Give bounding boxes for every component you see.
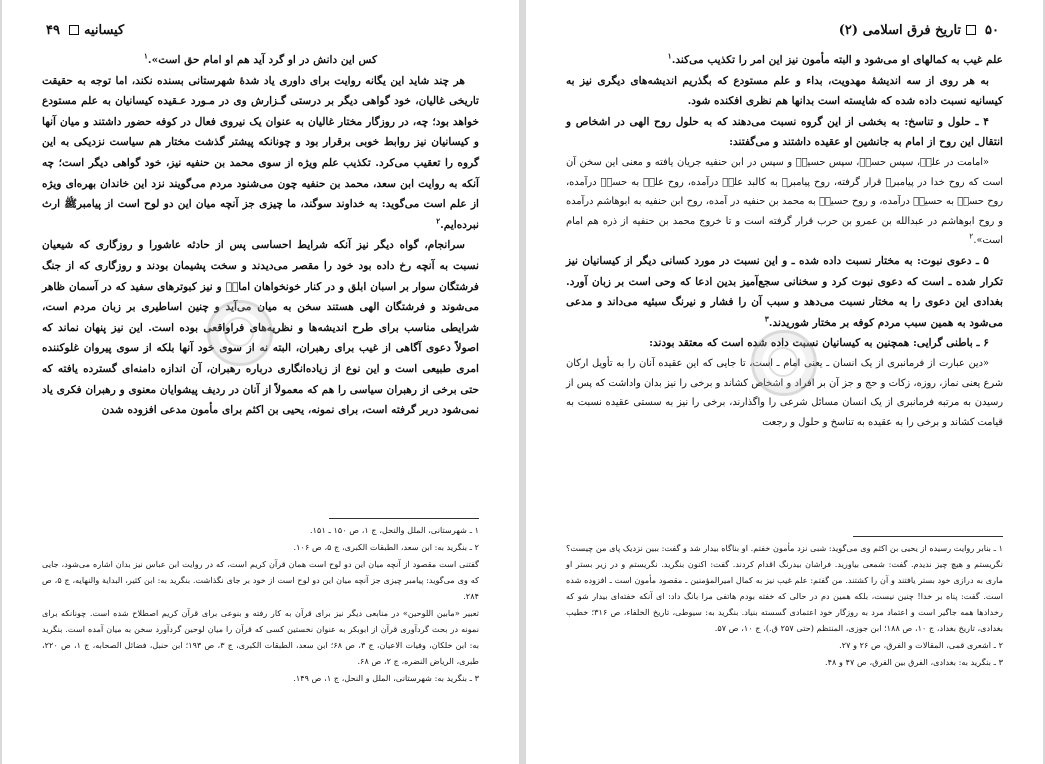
footnote-divider	[329, 518, 479, 519]
section-heading-paragraph: ۴ ـ حلول و تناسخ: به بخشی از این گروه نسبت می‌دهند که به حلول روح الهی در اشخاص و انتقال این روح از امام به جانشین او عقیده داشتند و می‌گفتند:	[566, 115, 1003, 149]
header-square-icon	[69, 25, 79, 35]
paragraph: علم غیب به کمالهای او می‌شود و البته مأمون نیز این امر را تکذیب می‌کند.$^۱$	[667, 51, 1003, 66]
quotation: «دین عبارت از فرمانبری از یک انسان ـ یعنی امام ـ است، تا جایی که این عقیده آنان را به تأویل ارکان شرع یعنی نماز، روزه، زکات و حج و جز آن بر افراد و اشخاص کشاند و برخی را نیز بدان واداشت که پس از رسیدن به مرتبه فرمانبری از یک انسان مسائل شرعی را واگذارند، برخی را نیز به سستی عقیده نسبت به قیامت کشاند و برخی را به عقیده به تناسخ و حلول و رجعت	[566, 357, 1003, 428]
footnote: ۲ ـ اشعری قمی، المقالات و الفرق، ص ۲۶ و ۲۷.	[839, 640, 1003, 650]
footnote-ref: ۲	[436, 216, 441, 226]
section-heading-paragraph: ۵ ـ دعوی نبوت: به مختار نسبت داده شده ـ و این نسبت در مورد کسانی دیگر از کیسانیان نیز تکرار شده ـ است که دعوی نبوت کرد و سخنانی سجع‌آمیز بدین ادعا که وحی است بر زبان آورد. بغدادی این دعوی را به مختار نسبت می‌دهد و سبب آن را فشار و نیرنگ سبئیه می‌داند و مدعی می‌شود به همین سبب مردم کوفه بر مختار شوریدند.$^۳$	[566, 254, 1003, 329]
footnotes	[566, 540, 1003, 671]
page-number: ۵۰	[985, 22, 999, 38]
footnote-ref: ۳	[764, 314, 769, 324]
library-watermark-icon	[751, 330, 817, 396]
page-body	[42, 50, 479, 421]
footnote-divider	[853, 536, 1003, 537]
paragraph: هر چند شاید این یگانه روایت برای داوری یاد شدهٔ شهرستانی بسنده نکند، اما توجه به حقیقت تاریخی غالیان، خود گواهی دیگر بر درستی گـزارش وی در مـورد عـقیده کیسانیان به علم مستودع خواهد بود؛ چه، در روزگار مختار غالیان به عنوان یک نیروی فعال در کوفه حضور داشتند و میان آنها و کیسانیان نیز روابط خوبی برقرار بود و چونانکه پیشتر گذشت مختار هم سیاست نزدیکی به این گروه را تعقیب می‌کرد. تکذیب علم ویژه از سوی محمد بن حنفیه نیز، خود گواهی دیگر است؛ چه آنکه به روایت ابن سعد، محمد بن حنفیه چون می‌شنود مردم می‌گویند نزد این خاندان بهره‌ای ویژه از علم است می‌گوید: به خداوند سوگند، ما چیزی جز آنچه میان این دو لوح است از پیامبرﷺ ارث نبرده‌ایم.$^۲$	[42, 74, 479, 231]
footnote: تعبیر «مابین اللوحین» در منابعی دیگر نیز برای قرآن به کار رفته و بنوعی برای قرآن کریم اصطلاح شده است. چونانکه برای نمونه در بحث گردآوری قرآن از ابوبکر به عنوان نخستین کسی که قرآن را میان لوحین گردآورد سخن به میان آمده است. بنگرید به: ابن خلکان، وفیات الاعیان، ج ۳، ص ۶۸؛ ابن سعد، الطبقات الکبری، ج ۳، ص ۱۹۳؛ ابن حنبل، فضائل الصحابه، ج ۱، ص ۲۲۰، طبری، الریاض النضره، ج ۲، ص ۶۸.	[42, 608, 479, 666]
book-page-right	[526, 0, 1043, 764]
paragraph: سرانجام، گواه دیگر نیز آنکه شرایط احساسی پس از حادثه عاشورا و روزگاری که شیعیان نسبت به آنچه رخ داده بود خود را مقصر می‌دیدند و سخت پشیمان بودند و روزگاری که از جنگ فرشتگان سوار بر اسبان ابلق و در کنار خونخواهان امامؑ و نیز کبوترهای سفید که در آسمان ظاهر می‌شوند و فرشتگان الهی هستند سخن به میان می‌آید و چنین اساطیری بر زبان مردم است، شرایطی مناسب برای طرح اندیشه‌ها و نظریه‌های فراواقعی بوده است. این نیز پنهان نماند که اصولاً دعوی آگاهی از غیب برای رهبران، البته نه از سوی خود آنها بلکه از سوی پیروان غلوکننده امری طبیعی است و این نوع از زیاده‌انگاری درباره رهبران، آن اندازه دامنه‌ای گسترده یافته که حتی برخی از رهبران سیاسی را هم که معمولاً از آنان در ردیف پیشوایان معنوی و رهبران فکری یاد نمی‌شود دربر گرفته است، برای نمونه، یحیی بن اکثم برای مأمون مدعی افزوده شدن	[42, 239, 479, 417]
header-square-icon	[966, 25, 976, 35]
footnote: گفتنی است مقصود از آنچه میان این دو لوح است همان قرآن کریم است، که در روایت ابن عباس نیز بدان اشاره می‌شود، جایی که وی می‌گوید: پیامبر چیزی جز آنچه میان این دو لوح است از خود بر جای نگذاشت. بنگرید به: ابن کثیر، البدایة والنهایه، ج ۵، ص ۲۸۴.	[42, 559, 479, 601]
footnote: ۳ ـ بنگرید به: بغدادی، الفرق بین الفرق، ص ۴۷ و ۴۸.	[825, 657, 1003, 667]
footnote-ref: ۱	[667, 51, 672, 61]
page-number: ۴۹	[46, 22, 60, 38]
footnote-ref: ۲	[969, 232, 974, 242]
section-heading-paragraph: ۶ ـ باطنی گرایی: همچنین به کیسانیان نسبت داده شده است که معتقد بودند:	[649, 337, 989, 350]
footnote: ۳ ـ بنگرید به: شهرستانی، الملل و النحل، ج ۱، ص ۱۴۹.	[293, 673, 479, 683]
running-title: کیسانیه	[83, 22, 125, 38]
library-watermark-icon	[207, 300, 273, 366]
quotation: «امامت در علیؑ، سپس حسنؑ، سپس حسینؑ و سپس در ابن حنفیه جریان یافته و معنی این سخن آن است که روح خدا در پیامبرﷺ قرار گرفته، روح پیامبرﷺ به کالبد علیؑ درآمده، روح علیؑ به حسنؑ درآمده، روح حسنؑ به حسینؑ درآمده، و روح حسینؑ به محمد بن حنفیه در آمده، روح ابن حنفیه به ابوهاشم درآمده و روح ابوهاشم در عبدالله بن عمرو بن حرب قرار گرفته است و تا خروج محمد بن حنفیه از ذره هم امام است».$^۲$	[566, 156, 1003, 247]
verse-line: کس این دانش در او گرد آید هم او امام حق است».$^۱$	[143, 51, 378, 66]
footnotes	[42, 522, 479, 687]
footnote: ۱ ـ بنابر روایت رسیده از یحیی بن اکثم وی می‌گوید: شبی نزد مأمون خفتم. او بناگاه بیدار شد و گفت: ببین نزدیک پای من چیست؟ نگریستم و هیچ چیز ندیدم. گفت: شمعی بیاورید. فراشان بیدرنگ اقدام کردند. گفت: اکنون بنگرید. نگریستم و در زیر بستر او ماری به درازی خود بستر یافتند و آن را کشتند. من گفتم: علم غیب نیز به کمال امیرالمؤمنین ـ مقصود مأمون است ـ افزوده شده است. گفت: پناه بر خدا! چنین نیست، بلکه همین دم در حالی که خفته بودم هاتفی مرا بانگ داد: ای آنکه خفته‌ای بیدار شو که رخدادها همه جاگیر است و اعتماد مرد به روزگار خود اعتمادی گسسته بنیاد. بنگرید به: سیوطی، تاریخ الخلفاء، ص ۳۱۶؛ خطیب بغدادی، تاریخ بغداد، ج ۱۰، ص ۱۸۸؛ ابن جوزی، المنتظم (حتی ۲۵۷ ق.)، ج ۱۰، ص ۵۷.	[566, 543, 1003, 633]
footnote-ref: ۱	[143, 51, 148, 61]
footnote: ۱ ـ شهرستانی، الملل والنحل، ج ۱، ص ۱۵۰ ـ ۱۵۱.	[310, 525, 479, 535]
page-header	[42, 20, 479, 40]
paragraph: به هر روی از سه اندیشهٔ مهدویت، بداء و علم مستودع که بگذریم اندیشه‌های دیگری نیز به کیسانیه نسبت داده شده که شایسته است بدانها هم نظری افکنده شود.	[566, 74, 1003, 108]
footnote: ۲ ـ بنگرید به: ابن سعد، الطبقات الکبری، ج ۵، ص ۱۰۶.	[293, 542, 479, 552]
page-header	[566, 20, 1003, 40]
running-title: تاریخ فرق اسلامی (۲)	[838, 22, 962, 38]
book-page-left	[2, 0, 519, 764]
